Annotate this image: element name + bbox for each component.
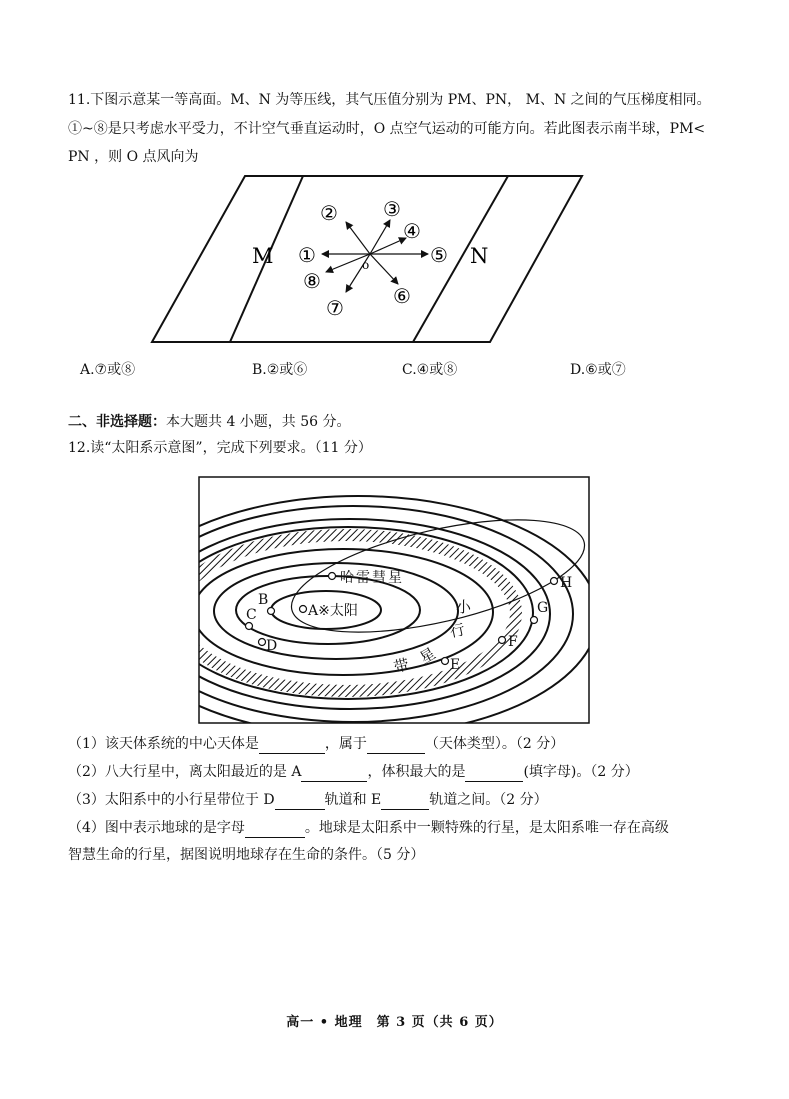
page-footer: 高一 • 地理 第 3 页（共 6 页） bbox=[286, 1015, 503, 1030]
q12-sub-2-b: ，体积最大的是 bbox=[367, 764, 466, 780]
planet-e bbox=[442, 658, 449, 665]
comet bbox=[329, 573, 336, 580]
comet-label: 哈雷彗星 bbox=[340, 570, 404, 586]
label-d: D bbox=[266, 638, 278, 654]
arrow-2 bbox=[346, 222, 370, 254]
planet-a bbox=[300, 606, 307, 613]
belt-char-3: 带 bbox=[392, 655, 411, 677]
q12-sub-2-c: (填字母)。（2 分） bbox=[523, 764, 639, 780]
q12-sub-2-a: （2）八大行星中，离太阳最近的是 A bbox=[68, 764, 302, 780]
arrow-label-5: ⑤ bbox=[430, 243, 448, 267]
answer-blank-7[interactable] bbox=[245, 821, 305, 838]
label-e: E bbox=[450, 657, 461, 673]
sun-label: A※太阳 bbox=[308, 603, 358, 619]
arrow-label-8: ⑧ bbox=[303, 269, 321, 293]
q12-sub-4 bbox=[68, 818, 669, 838]
q12-sub-4-a: （4）图中表示地球的是字母 bbox=[68, 820, 245, 836]
q12-sub-3-c: 轨道之间。（2 分） bbox=[429, 792, 548, 808]
answer-blank-3[interactable] bbox=[301, 765, 367, 782]
arrow-label-2: ② bbox=[320, 201, 338, 225]
section-2-heading bbox=[68, 412, 351, 432]
solar-system-figure bbox=[198, 476, 590, 724]
answer-blank-2[interactable] bbox=[367, 737, 425, 754]
label-b: B bbox=[258, 592, 269, 608]
q11-line-3: PN ，则 O 点风向为 bbox=[68, 149, 199, 165]
section-2-desc: 本大题共 4 小题，共 56 分。 bbox=[166, 414, 351, 430]
section-2-title: 二、非选择题： bbox=[68, 414, 166, 430]
planet-d bbox=[259, 639, 266, 646]
option-b: B.②或⑥ bbox=[252, 362, 308, 378]
planet-g bbox=[531, 617, 538, 624]
option-d: D.⑥或⑦ bbox=[570, 362, 626, 378]
planet-b bbox=[268, 608, 275, 615]
arrow-label-6: ⑥ bbox=[393, 284, 411, 308]
option-a: A.⑦或⑧ bbox=[80, 362, 136, 378]
arrow-6 bbox=[370, 254, 398, 284]
isobar-figure bbox=[140, 170, 590, 345]
belt-char-1: 小 bbox=[456, 598, 472, 616]
q12-stem: 12.读“太阳系示意图”，完成下列要求。（11 分） bbox=[68, 440, 372, 456]
arrow-label-3: ③ bbox=[383, 197, 401, 221]
belt-char-4: 星 bbox=[416, 644, 439, 668]
label-o: o bbox=[362, 258, 370, 272]
option-c: C.④或⑧ bbox=[402, 362, 458, 378]
label-f: F bbox=[508, 634, 518, 650]
label-c: C bbox=[246, 607, 257, 623]
answer-blank-1[interactable] bbox=[259, 737, 325, 754]
q12-sub-4-b: 。地球是太阳系中一颗特殊的行星，是太阳系唯一存在高级 bbox=[304, 820, 669, 836]
belt-char-2: 行 bbox=[448, 620, 467, 642]
arrow-label-7: ⑦ bbox=[326, 296, 344, 320]
arrow-label-4: ④ bbox=[403, 219, 421, 243]
q11-line-2: ①~⑧是只考虑水平受力，不计空气垂直运动时，O 点空气运动的可能方向。若此图表示南半球，PM< bbox=[68, 121, 706, 137]
q12-sub-3-b: 轨道和 E bbox=[324, 792, 382, 808]
arrow-label-1: ① bbox=[298, 243, 316, 267]
label-m: M bbox=[252, 244, 274, 268]
q11-line-1: 11.下图示意某一等高面。M、N 为等压线，其气压值分别为 PM、PN， M、N 之间的气压梯度相同。 bbox=[68, 92, 711, 108]
q12-sub-1-a: （1）该天体系统的中心天体是 bbox=[68, 736, 259, 752]
label-g: G bbox=[537, 600, 549, 616]
q12-sub-4-cont: 智慧生命的行星，据图说明地球存在生命的条件。（5 分） bbox=[68, 847, 425, 863]
planet-h bbox=[551, 578, 558, 585]
label-n: N bbox=[470, 244, 489, 268]
q12-sub-1 bbox=[68, 734, 564, 754]
q12-sub-1-c: （天体类型）。（2 分） bbox=[424, 736, 565, 752]
label-h: H bbox=[560, 575, 573, 591]
planet-c bbox=[246, 623, 253, 630]
answer-blank-4[interactable] bbox=[465, 765, 523, 782]
q12-sub-1-b: ，属于 bbox=[324, 736, 367, 752]
answer-blank-5[interactable] bbox=[275, 793, 325, 810]
planet-f bbox=[499, 637, 506, 644]
q12-sub-3 bbox=[68, 790, 548, 810]
q12-sub-3-a: （3）太阳系中的小行星带位于 D bbox=[68, 792, 275, 808]
answer-blank-6[interactable] bbox=[381, 793, 429, 810]
isobar-n bbox=[413, 176, 508, 342]
q12-sub-2 bbox=[68, 762, 639, 782]
